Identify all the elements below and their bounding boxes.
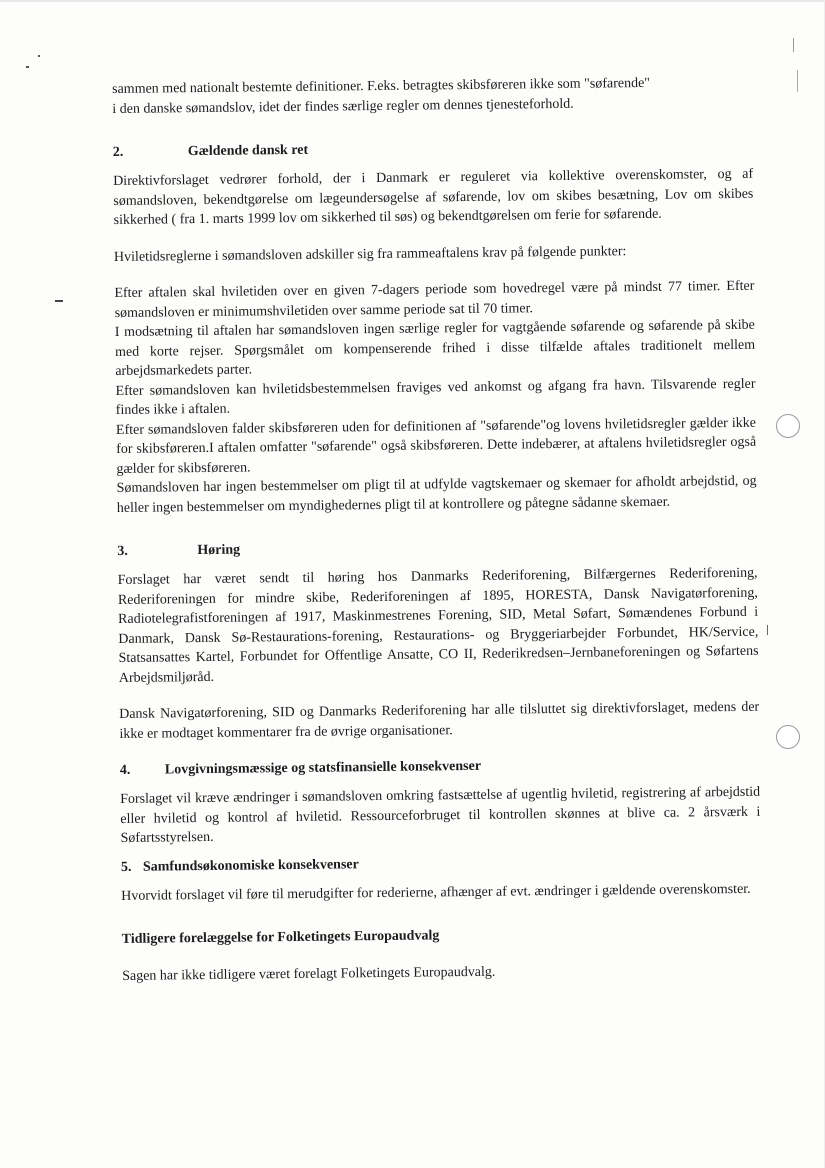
- section-number: 2.: [112, 144, 124, 160]
- paragraph: Dansk Navigatørforening, SID og Danmarks Rederiforening har alle tilsluttet sig direktivforslaget, medens der ikke er modtaget kommentarer fra de øvrige organisationer.: [119, 699, 760, 742]
- paragraph: Hvorvidt forslaget vil føre til merudgifter for rederierne, afhænger af evt. ændringer i gældende overenskomster.: [121, 881, 751, 904]
- section-number: 3.: [117, 543, 128, 559]
- section-number: 5.: [120, 859, 132, 875]
- paragraph: Efter sømandsloven kan hviletidsbestemmelsen fraviges ved ankomst og afgang fra havn. Tilsvarende regler findes ikke i aftalen.: [115, 376, 756, 418]
- scan-speck: [793, 38, 794, 52]
- section-title: Samfundsøkonomiske konsekvenser: [142, 856, 359, 875]
- paragraph: Efter aftalen skal hviletiden over en given 7-dagers periode som hovedregel være på mindst 77 timer. Efter sømandsloven er minimumshviletiden over samme periode sat til 70 timer.: [114, 278, 755, 321]
- scan-speck: [26, 66, 29, 68]
- section-title: Gældende dansk ret: [187, 142, 309, 160]
- document-body: [112, 73, 762, 987]
- section-title: Tidligere forelæggelse for Folketingets Europaudvalg: [121, 928, 440, 947]
- paragraph: I modsætning til aftalen har sømandsloven ingen særlige regler for vagtgående søfarende og søfarende på skibe med korte rejser. Spørgsmålet om kompenserende frihed i disse tilfælde aftales traditionelt mellem arbejdsmarkedets parter.: [114, 317, 756, 379]
- scan-edge: [0, 0, 825, 2]
- paragraph: Sømandsloven har ingen bestemmelser om pligt til at udfylde vagtskemaer og skemaer for afholdt arbejdstid, og heller ingen bestemmelser om myndighedernes pligt til at kontrollere og påtegne sådanne skemaer.: [116, 473, 757, 516]
- punch-hole: [776, 414, 800, 438]
- paragraph: Forslaget har været sendt til høring hos Danmarks Rederiforening, Bilfærgernes Rederiforening, Rederiforeningen for mindre skibe, Rederiforeningen af 1895, HORESTA, Dansk Navigatørforening, Radiotelegrafistforeningen af 1917, Maskinmestrenes Forening, SID, Metal Søfart, Sømændenes Forbund i Danmark, Dansk Sø-Restaurations-forening, Restaurations- og Bryggeriarbejder Forbundet, HK/Service, Statsansattes Kartel, Forbundet for Offentlige Ansatte, CO II, Rederikredsen–Jernbaneforeningen og Søfartens Arbejdsmiljøråd.: [117, 565, 759, 686]
- intro-line: i den danske sømandslov, idet der findes særlige regler om dennes tjenesteforhold.: [112, 96, 574, 117]
- intro-line: sammen med nationalt bestemte definitioner. F.eks. betragtes skibsføreren ikke som "søfarende": [112, 75, 651, 97]
- scan-speck: [38, 55, 40, 57]
- paragraph: Hviletidsreglerne i sømandsloven adskiller sig fra rammeaftalens krav på følgende punkter:: [113, 243, 627, 265]
- paragraph: Direktivforslaget vedrører forhold, der i Danmark er reguleret via kollektive overenskomster, og af sømandsloven, bekendtgørelse om lægeundersøgelse af søfarende, lov om skibes besætning, Lov om skibes sikkerhed ( fra 1. marts 1999 lov om sikkerhed til søs) og bekendtgørelsen om ferie for søfarende.: [113, 166, 754, 228]
- punch-hole: [776, 725, 800, 749]
- margin-mark: [55, 300, 63, 302]
- section-title: Lovgivningsmæssige og statsfinansielle konsekvenser: [164, 758, 482, 778]
- paragraph: Efter sømandsloven falder skibsføreren uden for definitionen af "søfarende"og lovens hviletidsregler gælder ikke for skibsføreren.I aftalen omfatter "søfarende" også skibsføreren. Dette indebærer, at aftalens hviletidsregler også gælder for skibsføreren.: [115, 415, 757, 477]
- paragraph: Sagen har ikke tidligere været forelagt Folketingets Europaudvalg.: [122, 964, 496, 984]
- scan-speck: [767, 625, 768, 635]
- paragraph: Forslaget vil kræve ændringer i sømandsloven omkring fastsættelse af ugentlig hviletid, registrering af arbejdstid eller hviletid og kontrol af hviletid. Ressourceforbruget til kontrollen skønnes at blive ca. 2 årsværk i Søfartsstyrelsen.: [120, 784, 761, 846]
- section-number: 4.: [119, 762, 131, 778]
- section-title: Høring: [197, 542, 241, 559]
- scan-speck: [797, 70, 798, 92]
